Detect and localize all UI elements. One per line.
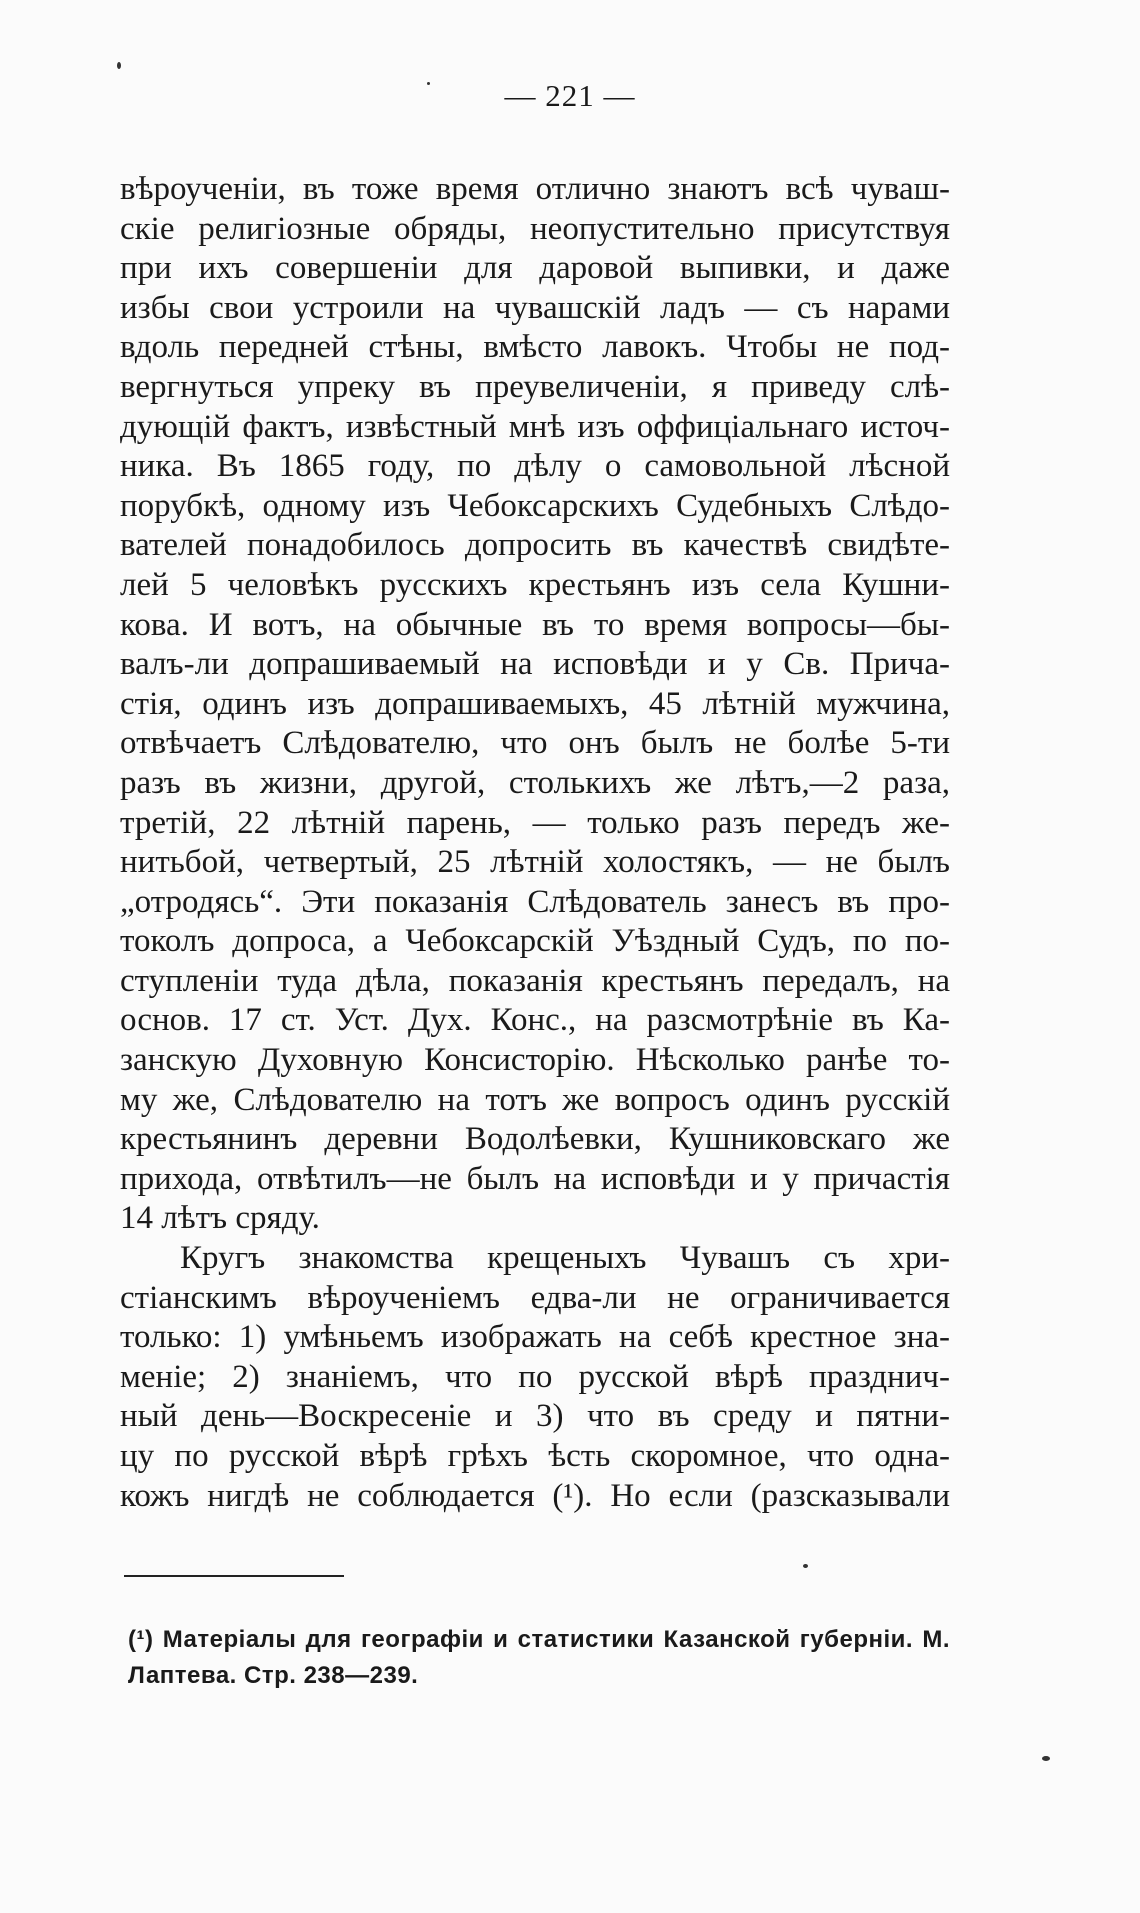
- text-line: дующій фактъ, извѣстный мнѣ изъ оффиціальнаго источ-: [120, 408, 950, 445]
- text-line: только: 1) умѣньемъ изображать на себѣ крестное зна-: [120, 1319, 950, 1356]
- text-line: отвѣчаетъ Слѣдователю, что онъ былъ не болѣе 5-ти: [120, 725, 950, 762]
- text-line: вдоль передней стѣны, вмѣсто лавокъ. Чтобы не под-: [120, 329, 950, 366]
- text-line: вѣроученіи, въ тоже время отлично знаютъ всѣ чуваш-: [120, 171, 950, 207]
- text-line: занскую Духовную Консисторію. Нѣсколько ранѣе то-: [120, 1042, 950, 1079]
- text-line: избы свои устроили на чувашскій ладъ — съ нарами: [120, 289, 950, 326]
- text-line: стія, одинъ изъ допрашиваемыхъ, 45 лѣтній мужчина,: [120, 685, 950, 722]
- text-line: цу по русской вѣрѣ грѣхъ ѣсть скоромное, что одна-: [120, 1438, 950, 1474]
- page-number: — 221 —: [504, 78, 636, 113]
- text-line: валъ-ли допрашиваемый на исповѣди и у Св. Прича-: [120, 646, 950, 683]
- paragraph-first-line: Кругъ знакомства крещеныхъ Чувашъ съ хри-: [180, 1240, 950, 1277]
- text-line: основ. 17 ст. Уст. Дух. Конс., на разсмотрѣніе въ Ка-: [120, 1002, 950, 1039]
- text-line: ника. Въ 1865 году, по дѣлу о самовольной лѣсной: [120, 448, 950, 485]
- text-line: крестьянинъ деревни Водолѣевки, Кушниковскаго же: [120, 1121, 950, 1158]
- text-line: токолъ допроса, а Чебоксарскій Уѣздный Судъ, по по-: [120, 923, 950, 960]
- text-line: третій, 22 лѣтній парень, — только разъ передъ же-: [120, 804, 950, 841]
- footnote-rule: [124, 1575, 344, 1577]
- text-line: му же, Слѣдователю на тотъ же вопросъ одинъ русскій: [120, 1081, 950, 1118]
- text-line: нитьбой, четвертый, 25 лѣтній холостякъ, — не былъ: [120, 844, 950, 881]
- text-line: кова. И вотъ, на обычные въ то время вопросы—бы-: [120, 606, 950, 643]
- scan-speck: [427, 82, 430, 85]
- footnote-line: (¹) Матеріалы для географіи и статистики Казанской губерніи. М.: [128, 1626, 950, 1653]
- text-line: прихода, отвѣтилъ—не былъ на исповѣди и у причастія: [120, 1160, 950, 1197]
- text-line: „отродясь“. Эти показанія Слѣдователь занесъ въ про-: [120, 883, 950, 920]
- scan-speck: [1042, 1756, 1050, 1761]
- text-line: скіе религіозные обряды, неопустительно присутствуя: [120, 210, 950, 247]
- text-line: ный день—Воскресеніе и 3) что въ среду и пятни-: [120, 1398, 950, 1435]
- text-line: 14 лѣтъ сряду.: [120, 1200, 320, 1237]
- scan-speck: [803, 1564, 808, 1568]
- text-line: при ихъ совершеніи для даровой выпивки, и даже: [120, 250, 950, 287]
- scan-speck: [117, 62, 121, 69]
- text-line: вателей понадобилось допросить въ качествѣ свидѣте-: [120, 527, 950, 564]
- footnote: [128, 1622, 950, 1694]
- text-line: стіанскимъ вѣроученіемъ едва-ли не ограничивается: [120, 1279, 950, 1316]
- text-line: ступленіи туда дѣла, показанія крестьянъ передалъ, на: [120, 962, 950, 999]
- text-line: вергнуться упреку въ преувеличеніи, я приведу слѣ-: [120, 368, 950, 405]
- text-line: кожъ нигдѣ не соблюдается (¹). Но если (разсказывали: [120, 1477, 950, 1514]
- body-text: [120, 170, 950, 1516]
- footnote-line: Лаптева. Стр. 238—239.: [128, 1662, 419, 1689]
- text-line: меніе; 2) знаніемъ, что по русской вѣрѣ празднич-: [120, 1358, 950, 1395]
- text-line: лей 5 человѣкъ русскихъ крестьянъ изъ села Кушни-: [120, 566, 950, 603]
- text-line: разъ въ жизни, другой, столькихъ же лѣтъ,—2 раза,: [120, 764, 950, 801]
- text-line: порубкѣ, одному изъ Чебоксарскихъ Судебныхъ Слѣдо-: [120, 487, 950, 524]
